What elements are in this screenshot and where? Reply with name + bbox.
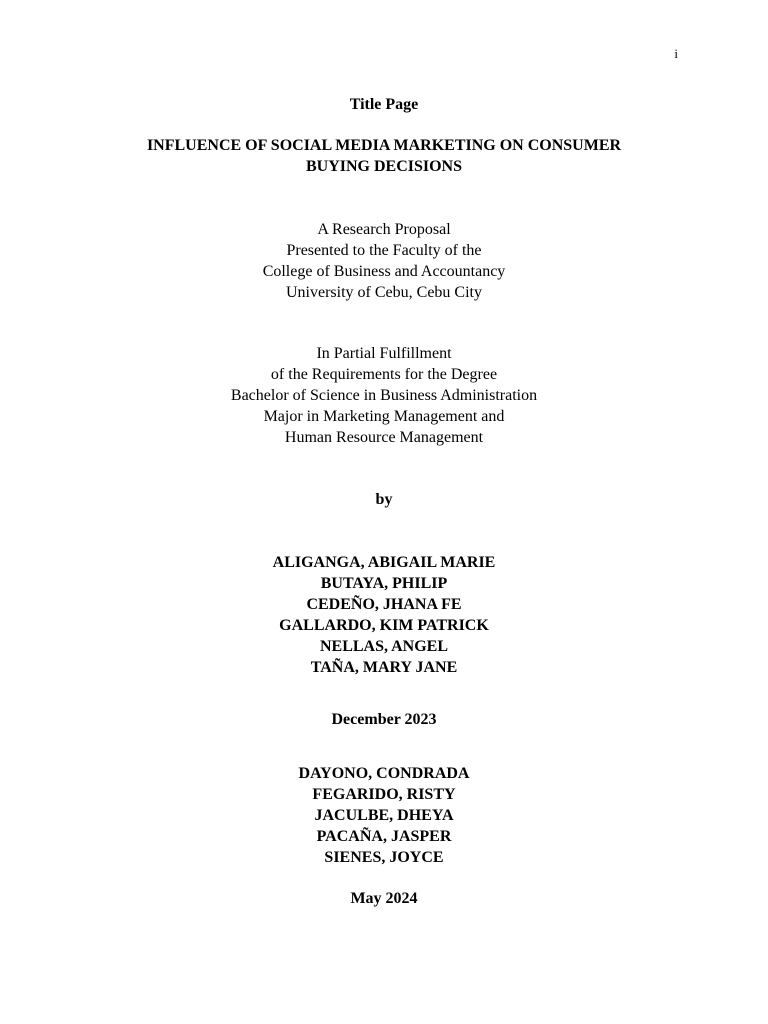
proposal-line: College of Business and Accountancy xyxy=(262,263,506,280)
author-name: BUTAYA, PHILIP xyxy=(320,575,448,592)
research-title-line: BUYING DECISIONS xyxy=(305,158,463,175)
proposal-line: University of Cebu, Cebu City xyxy=(286,284,482,301)
author-name: FEGARIDO, RISTY xyxy=(312,786,456,803)
proposal-line: Presented to the Faculty of the xyxy=(286,242,482,259)
author-name: DAYONO, CONDRADA xyxy=(298,765,470,782)
author-name: GALLARDO, KIM PATRICK xyxy=(279,617,489,634)
by-label-block xyxy=(0,489,768,510)
date-first-block xyxy=(0,709,768,730)
author-name: ALIGANGA, ABIGAIL MARIE xyxy=(272,554,496,571)
fulfillment-line: In Partial Fulfillment xyxy=(316,345,452,362)
fulfillment-line: Human Resource Management xyxy=(284,429,484,446)
proposal-line: A Research Proposal xyxy=(317,221,451,238)
title-page-heading-block xyxy=(0,94,768,115)
research-title-line: INFLUENCE OF SOCIAL MEDIA MARKETING ON CONSUMER xyxy=(146,137,622,154)
author-name: SIENES, JOYCE xyxy=(324,849,444,866)
authors-list-first xyxy=(0,552,768,678)
fulfillment-line: Major in Marketing Management and xyxy=(263,408,505,425)
proposal-statement xyxy=(0,219,768,303)
fulfillment-statement xyxy=(0,343,768,448)
fulfillment-line: of the Requirements for the Degree xyxy=(270,366,498,383)
author-name: NELLAS, ANGEL xyxy=(319,638,449,655)
author-name: PACAÑA, JASPER xyxy=(316,828,452,845)
research-title xyxy=(0,135,768,177)
author-name: TAÑA, MARY JANE xyxy=(310,659,458,676)
authors-list-second xyxy=(0,763,768,868)
author-name: CEDEÑO, JHANA FE xyxy=(306,596,462,613)
by-label: by xyxy=(375,491,393,508)
author-name: JACULBE, DHEYA xyxy=(314,807,454,824)
date-second-block xyxy=(0,888,768,909)
fulfillment-line: Bachelor of Science in Business Administration xyxy=(230,387,538,404)
submission-date: May 2024 xyxy=(350,890,418,907)
page-number: i xyxy=(674,46,678,61)
submission-date: December 2023 xyxy=(331,711,437,728)
title-page-heading: Title Page xyxy=(349,96,419,113)
